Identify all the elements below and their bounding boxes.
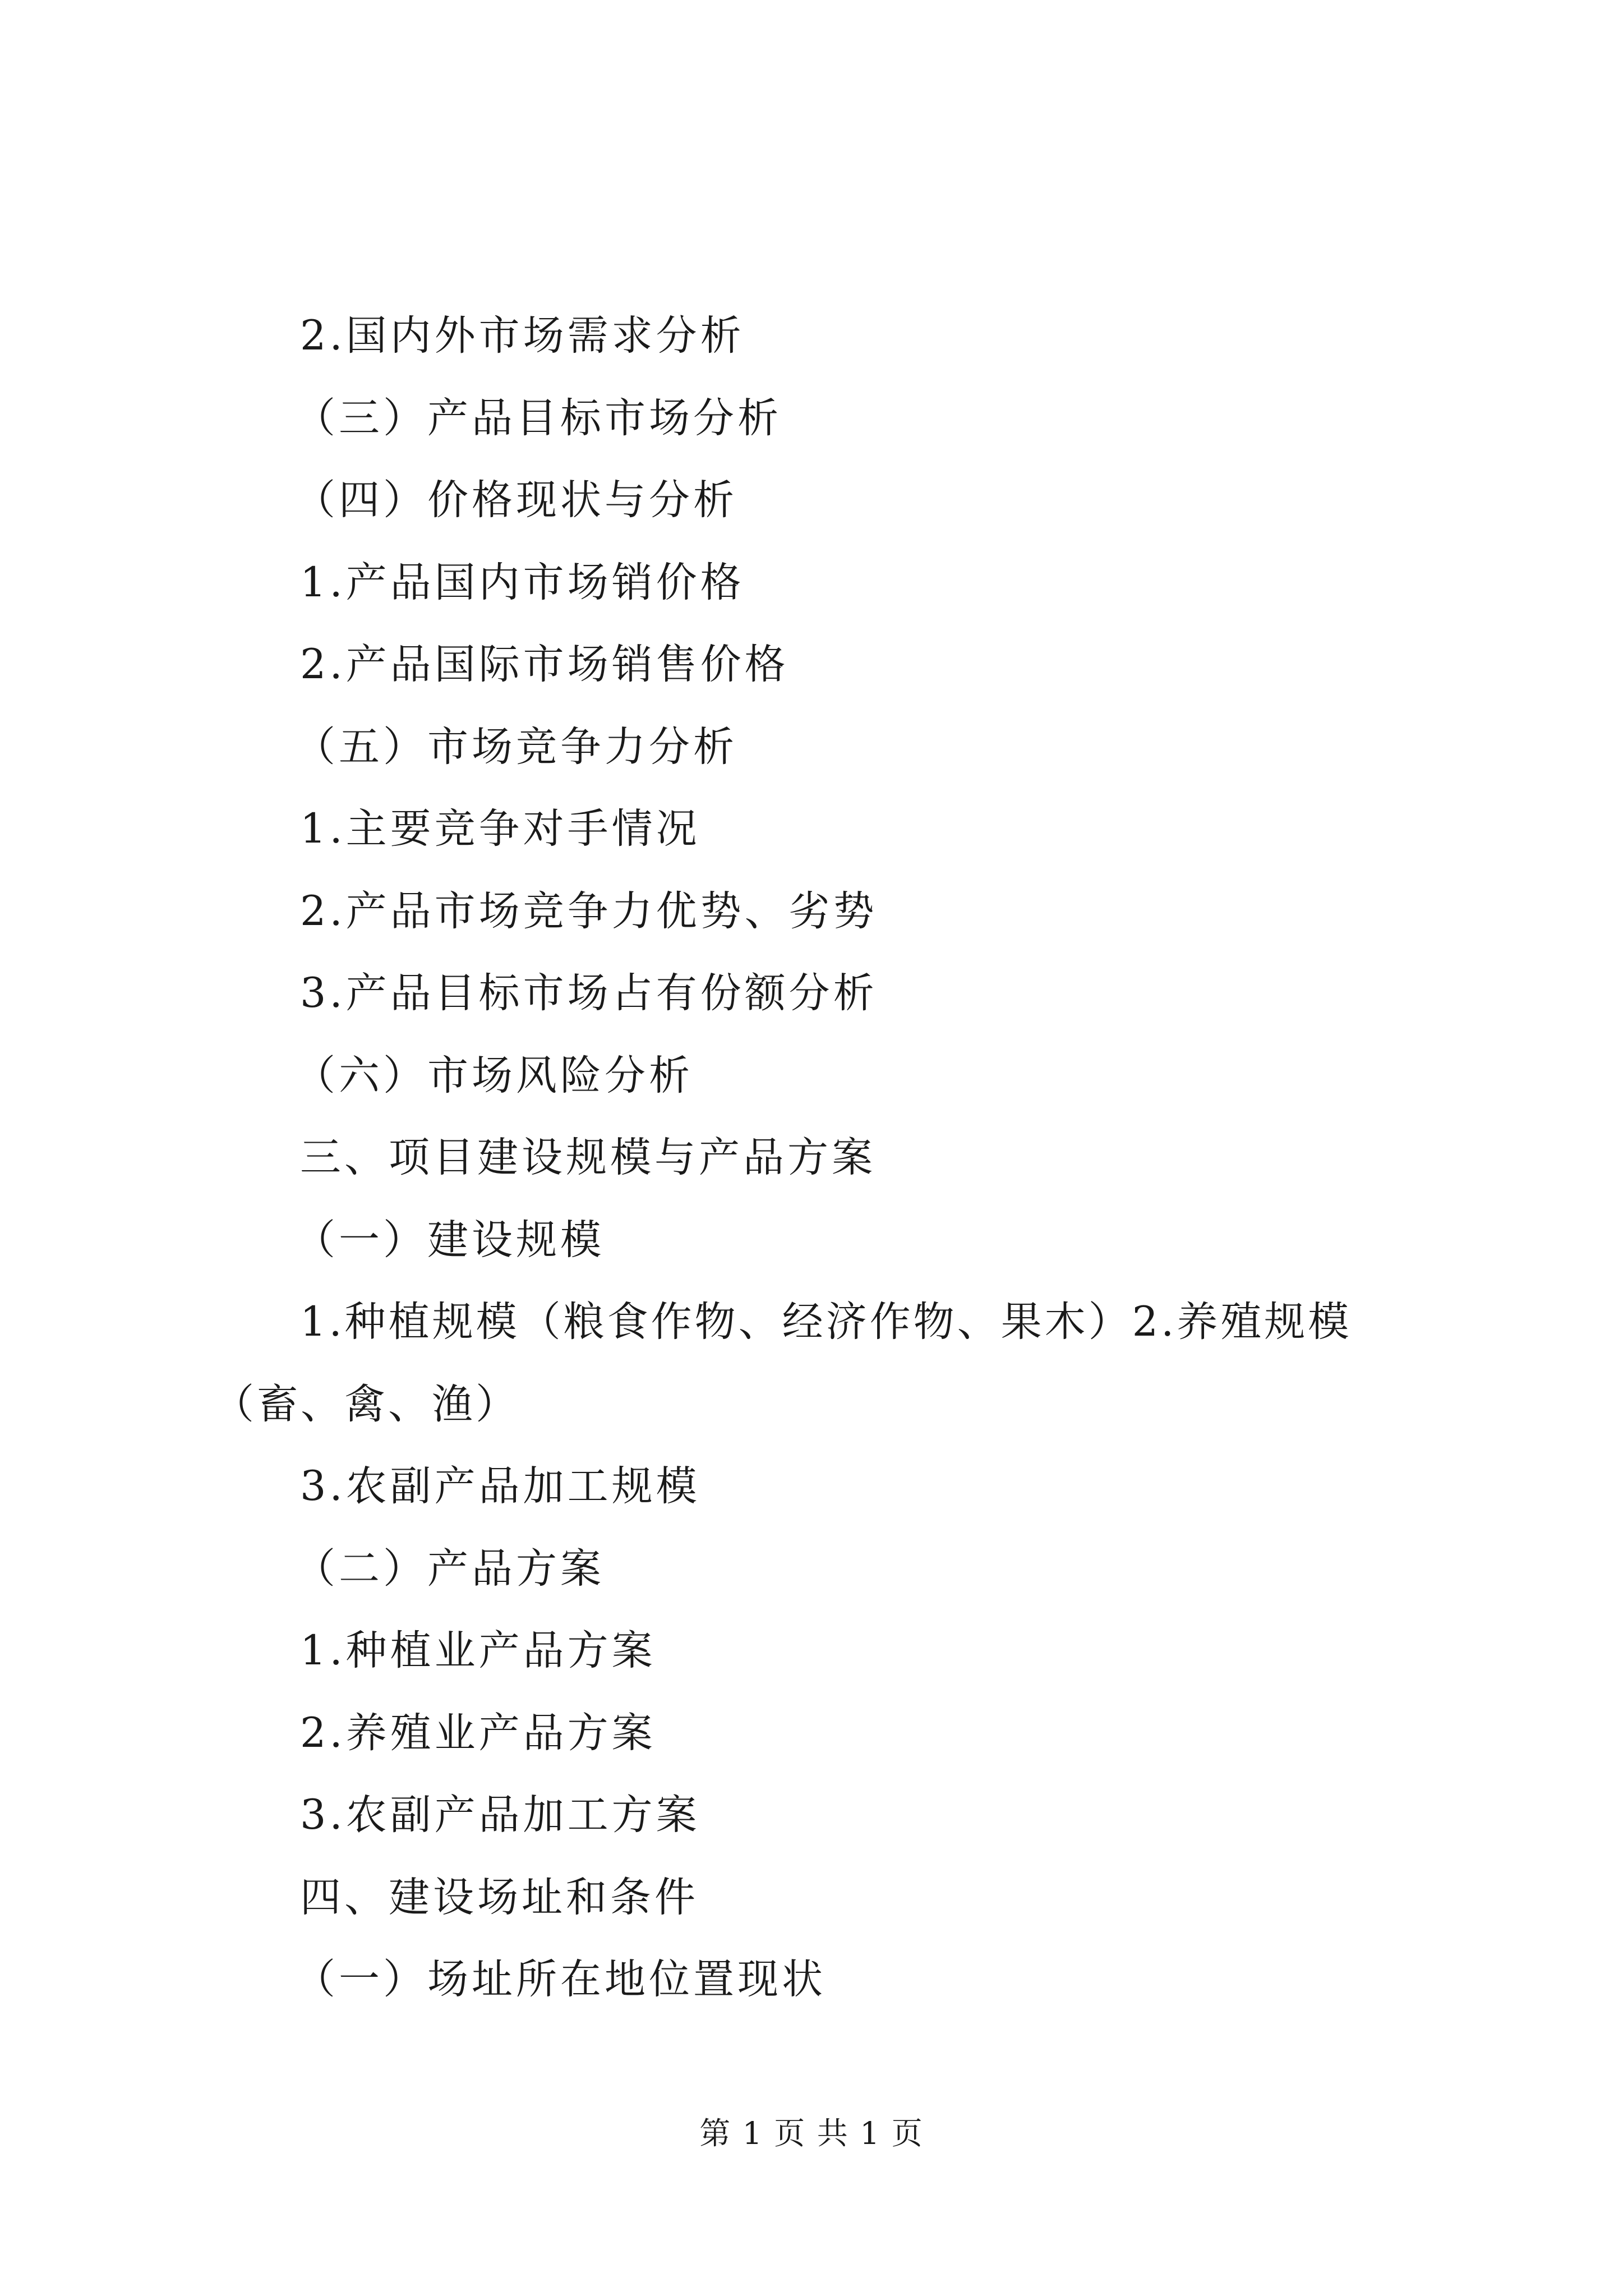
- section-heading: 四、建设场址和条件: [300, 1873, 699, 1921]
- text-line: 3.产品目标市场占有份额分析: [300, 969, 878, 1017]
- text-line: （一）建设规模: [294, 1216, 605, 1264]
- section-heading: 三、项目建设规模与产品方案: [300, 1134, 876, 1181]
- text-line: 1.产品国内市场销价格: [300, 558, 745, 606]
- text-line: （二）产品方案: [294, 1544, 605, 1593]
- text-line: （一）场址所在地位置现状: [294, 1955, 826, 2003]
- text-line: 1.主要竞争对手情况: [300, 805, 700, 853]
- text-line: （五）市场竞争力分析: [294, 723, 737, 771]
- text-line: （四）价格现状与分析: [294, 476, 737, 524]
- text-line: 3.农副产品加工方案: [300, 1791, 700, 1839]
- text-line: （六）市场风险分析: [294, 1051, 693, 1099]
- text-paragraph: 1.种植规模（粮食作物、经济作物、果木）2.养殖规模（畜、禽、渔）: [213, 1298, 1352, 1428]
- text-line: 2.国内外市场需求分析: [300, 312, 745, 360]
- text-line: 1.种植业产品方案: [300, 1627, 656, 1674]
- text-line: （三）产品目标市场分析: [294, 394, 782, 442]
- text-line: 2.产品市场竞争力优势、劣势: [300, 887, 878, 935]
- text-line: 2.养殖业产品方案: [300, 1709, 656, 1757]
- text-line: 3.农副产品加工规模: [300, 1462, 700, 1510]
- document-body: [213, 295, 1461, 2021]
- text-line: 2.产品国际市场销售价格: [300, 641, 789, 688]
- page-footer: 第 1 页 共 1 页: [699, 2115, 924, 2151]
